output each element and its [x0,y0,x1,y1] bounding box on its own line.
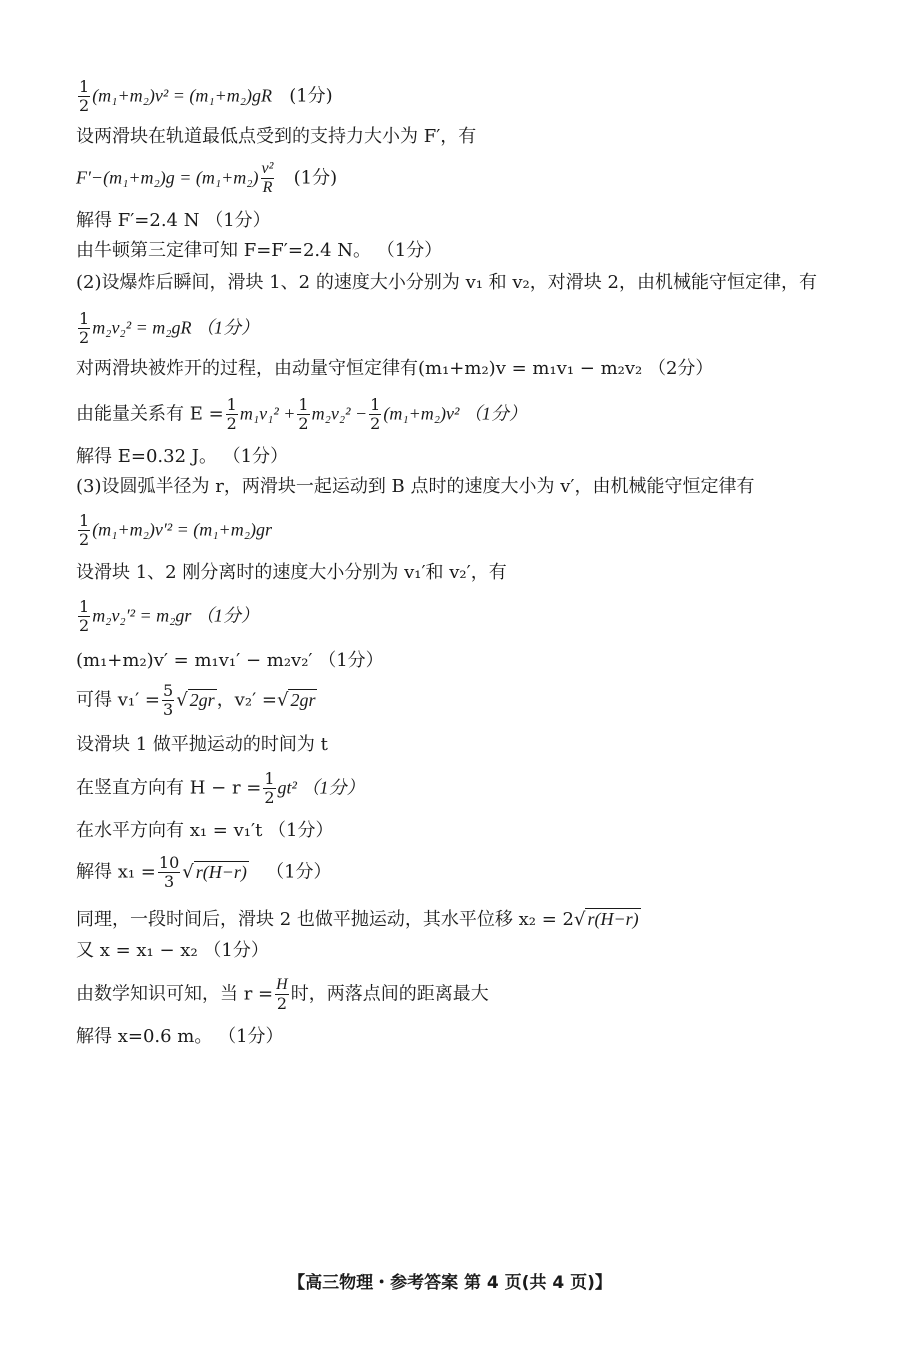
max-distance-line: 由数学知识可知，当 r = $\frac{H}{2}$ 时，两落点间的距离最大 [76,976,489,1013]
text-line: 设滑块 1、2 刚分离时的速度大小分别为 v₁′和 v₂′，有 [76,562,507,583]
text-line: 设滑块 1 做平抛运动的时间为 t [76,734,328,755]
x2-line: 同理，一段时间后，滑块 2 也做平抛运动，其水平位移 x₂ = 2√ r(H−r) [76,909,639,930]
fraction: $\frac{1}{2}$ [79,511,90,549]
final-answer-line: 解得 x=0.6 m。 （1分） [76,1026,284,1047]
page-footer: 【高三物理・参考答案 第 4 页(共 4 页)】 [288,1273,612,1293]
fraction: $\frac{1}{2}$ [79,77,90,115]
fraction: $\frac{1}{2}$ [370,395,381,433]
vertical-motion-line: 在竖直方向有 H − r = $\frac{1}{2}$ gt² （1分） [76,769,365,807]
fraction: $\frac{10}{3}$ [158,853,180,891]
momentum-separated-line: (m₁+m₂)v′ = m₁v₁′ − m₂v₂′ （1分） [76,650,384,671]
text-line: 解得 E=0.32 J。 （1分） [76,446,289,467]
equation-energy-B: $\frac{1}{2}$ (m₁+m₂)v′² = (m₁+m₂)gr [79,511,272,549]
text-line: 由牛顿第三定律可知 F=F′=2.4 N。 （1分） [76,240,443,261]
fraction: $\frac{5}{3}$ [163,681,174,719]
fraction: $\frac{\text{v²}}{R}$ [261,160,274,196]
equation-energy-slider2-separated: $\frac{1}{2}$ m₂v₂′² = m₂gr （1分） [79,597,259,635]
fraction: $\frac{H}{2}$ [276,976,288,1013]
part-2-heading: (2)设爆炸后瞬间，滑块 1、2 的速度大小分别为 v₁ 和 v₂，对滑块 2，由机械能守恒定律，有 [76,272,817,293]
velocity-result-line: 可得 v₁′ = $\frac{5}{3}$ √ 2gr ，v₂′ =√ 2gr [76,681,316,719]
equation-support-force: F′−(m₁+m₂)g = (m₁+m₂) $\frac{\text{v²}}{R}$ (1分) [76,160,338,196]
text-line: 设两滑块在轨道最低点受到的支持力大小为 F′，有 [76,126,477,147]
fraction: $\frac{1}{2}$ [298,395,309,433]
part-3-heading: (3)设圆弧半径为 r，两滑块一起运动到 B 点时的速度大小为 v′，由机械能守恒定律有 [76,476,755,497]
text-line: 解得 F′=2.4 N （1分） [76,210,271,231]
equation-energy-slider2: $\frac{1}{2}$ m₂v₂² = m₂gR （1分） [79,309,259,347]
momentum-line: 对两滑块被炸开的过程，由动量守恒定律有(m₁+m₂)v = m₁v₁ − m₂v₂ （2分） [76,358,714,379]
energy-relation-line: 由能量关系有 E = $\frac{1}{2}$ m₁v₁² + $\frac{1}{2}$ m₂v₂² − $\frac{1}{2}$ (m₁+m₂)v² （1分） [76,395,527,433]
horizontal-motion-line: 在水平方向有 x₁ = v₁′t （1分） [76,820,334,841]
x1-result-line: 解得 x₁ = $\frac{10}{3}$ √ r(H−r) （1分） [76,853,332,891]
fraction: $\frac{1}{2}$ [79,309,90,347]
fraction: $\frac{1}{2}$ [79,597,90,635]
fraction: $\frac{1}{2}$ [226,395,237,433]
equation-energy-top: $\frac{1}{2}$ (m₁+m₂)v² = (m₁+m₂)gR (1分) [79,77,333,115]
fraction: $\frac{1}{2}$ [264,769,275,807]
text-line: 又 x = x₁ − x₂ （1分） [76,940,269,961]
